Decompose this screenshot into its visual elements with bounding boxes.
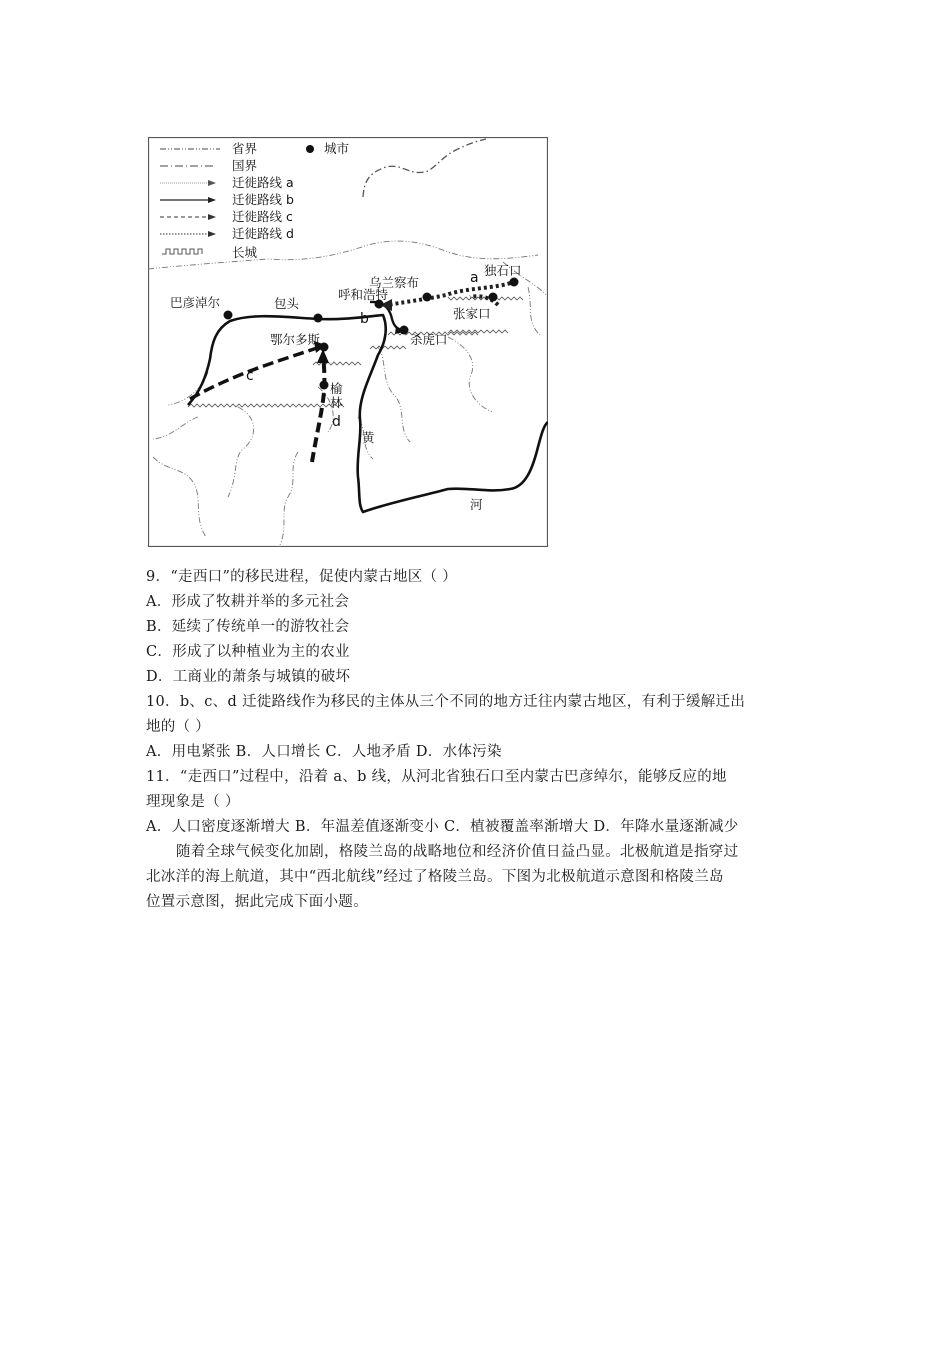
intro-line-3: 位置示意图，据此完成下面小题。: [146, 894, 368, 910]
city-label-zhangjiakou: 张家口: [453, 306, 491, 321]
city-label-yulin-2: 林: [330, 395, 343, 410]
city-dot-baotou: [314, 314, 323, 323]
city-dot-dushikou: [510, 278, 519, 287]
route-letter-c: c: [246, 368, 254, 384]
q10-stem-line-1: 10．b、c、d 迁徙路线作为移民的主体从三个不同的地方迁往内蒙古地区，有利于缓解迁出: [146, 694, 746, 710]
city-dot-wulanchabu: [423, 293, 432, 302]
city-label-wulanchabu: 乌兰察布: [369, 275, 420, 290]
city-dot-zhangjiakou: [489, 293, 498, 302]
river-label-huang: 黄: [362, 430, 375, 445]
city-dot-bayannaoer: [224, 311, 233, 320]
route-letter-a: a: [470, 270, 479, 286]
q9-option-b: B．延续了传统单一的游牧社会: [146, 619, 350, 635]
city-label-yulin-1: 榆: [330, 381, 343, 396]
q11-options: A．人口密度逐渐增大 B．年温差值逐渐变小 C．植被覆盖率渐增大 D．年降水量逐渐减少: [146, 819, 739, 835]
legend-national-label: 国界: [232, 158, 258, 173]
legend-route-a-label: 迁徙路线 a: [232, 175, 294, 190]
city-dot-shahukou: [400, 326, 409, 335]
city-dot-eerduosi: [320, 343, 329, 352]
legend-province-label: 省界: [232, 141, 258, 156]
legend-wall-label: 长城: [232, 245, 258, 260]
q9-option-a: A．形成了牧耕并举的多元社会: [146, 594, 350, 610]
q9-option-d: D．工商业的萧条与城镇的破坏: [146, 669, 351, 685]
q9-stem: 9．“走西口”的移民进程，促使内蒙古地区（ ）: [146, 569, 458, 585]
river-label-he: 河: [470, 497, 483, 512]
legend-city-label: 城市: [324, 141, 350, 156]
city-dot-yulin: [320, 381, 329, 390]
city-label-shahukou: 杀虎口: [410, 332, 448, 347]
route-letter-b: b: [360, 311, 369, 327]
city-label-huhehaote: 呼和浩特: [338, 287, 389, 302]
q11-stem-line-2: 理现象是（ ）: [146, 794, 240, 810]
city-label-baotou: 包头: [274, 296, 300, 311]
q10-stem-line-2: 地的（ ）: [146, 719, 211, 735]
legend-route-c-label: 迁徙路线 c: [232, 209, 293, 224]
route-letter-d: d: [332, 414, 341, 430]
q9-option-c: C．形成了以种植业为主的农业: [146, 644, 350, 660]
intro-line-2: 北冰洋的海上航道，其中“西北航线”经过了格陵兰岛。下图为北极航道示意图和格陵兰岛: [146, 869, 724, 885]
city-label-bayannaoer: 巴彦淖尔: [170, 295, 221, 310]
city-label-dushikou: 独石口: [484, 263, 522, 278]
q10-options: A．用电紧张 B．人口增长 C．人地矛盾 D．水体污染: [146, 744, 502, 760]
q11-stem-line-1: 11．“走西口”过程中，沿着 a、b 线，从河北省独石口至内蒙古巴彦绰尔，能够反应的地: [146, 769, 727, 785]
migration-map: [148, 137, 548, 547]
intro-line-1: 随着全球气候变化加剧，格陵兰岛的战略地位和经济价值日益凸显。北极航道是指穿过: [176, 844, 739, 860]
legend-city-dot: [306, 145, 314, 153]
legend-route-d-label: 迁徙路线 d: [232, 226, 294, 241]
legend-route-b-label: 迁徙路线 b: [232, 192, 294, 207]
city-label-eerduosi: 鄂尔多斯: [270, 332, 321, 347]
